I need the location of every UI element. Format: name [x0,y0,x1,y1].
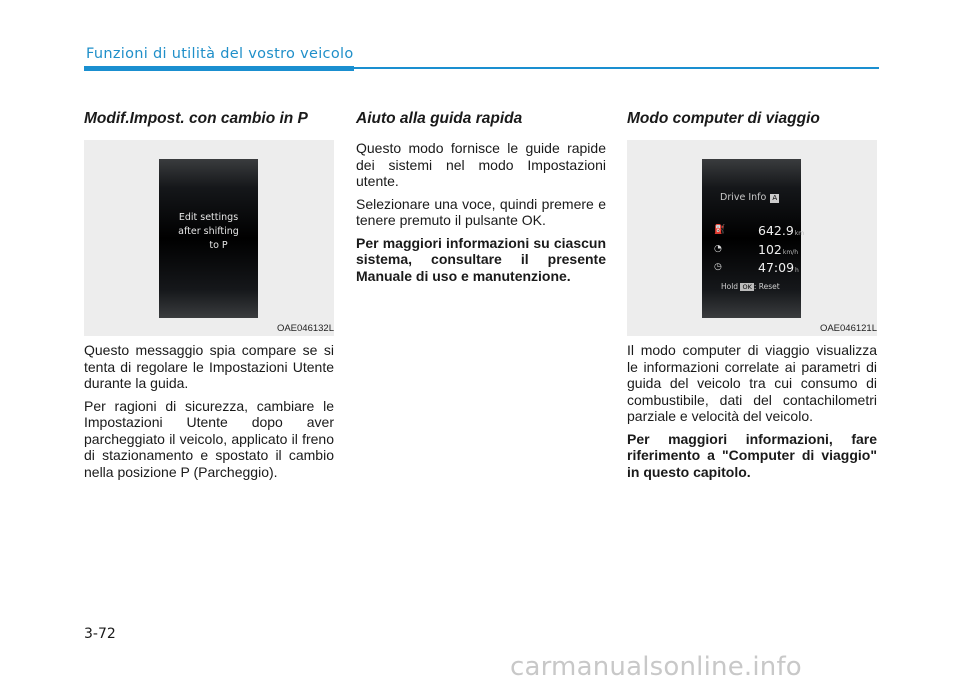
fuel-economy-icon: ⛽ [714,225,726,235]
paragraph: Questo messaggio spia compare se si tenta di regolare le Impostazioni Utente durante la guida. [84,342,334,391]
column-trip-computer [627,110,877,486]
hold-label: Hold [721,282,739,291]
fuel-economy-value [758,223,804,238]
screen-line: Edit settings [178,212,239,223]
value-text: 102 [758,242,782,257]
heading-quick-guide: Aiuto alla guida rapida [356,110,523,127]
heading-settings-in-p: Modif.Impost. con cambio in P [84,110,308,127]
unit-text: km [794,230,805,237]
speedometer-icon: ◔ [714,244,722,254]
figure-code: OAE046121L [819,323,877,334]
figure-trip-computer [627,140,877,336]
paragraph: Il modo computer di viaggio visualizza le informazioni correlate ai parametri di guida del veicolo tra cui consumo di combustibile, dati del contachilometri parziale e velocità del veicolo. [627,342,877,424]
speed-row [712,242,799,257]
figure-settings-in-p [84,140,334,336]
screen-message [159,211,258,253]
cluster-screen [702,159,805,318]
figure-code: OAE046132L [276,323,334,334]
column-quick-guide [356,110,606,290]
watermark: carmanualsonline.info [510,652,802,682]
unit-text: km/h [782,249,799,256]
header-rule-thin [354,67,879,69]
paragraph: Questo modo fornisce le guide rapide dei sistemi nel modo Impostazioni utente. [356,140,606,189]
paragraph: Per ragioni di sicurezza, cambiare le Impostazioni Utente dopo aver parcheggiato il veicolo, applicato il freno di stazionamento e spostato il cambio nella posizione P (Parcheggio). [84,397,334,480]
value-text: 47:09 [758,260,795,275]
time-value [758,260,799,275]
page-number: 3-72 [84,626,116,642]
section-header-title: Funzioni di utilità del vostro veicolo [86,46,354,62]
reset-label: : Reset [753,282,780,291]
cluster-screen [159,159,258,318]
unit-text: h [795,267,799,274]
screen-line: after shifting [178,226,239,237]
drive-info-badge: A [770,194,779,203]
heading-trip-computer: Modo computer di viaggio [627,110,820,127]
ok-badge: OK [742,283,752,291]
bold-note: Per maggiori informazioni su ciascun sistema, consultare il presente Manuale di uso e manutenzione. [356,234,606,284]
value-text: 642.9 [758,223,794,238]
drive-info-label: Drive Info [720,192,767,203]
fuel-economy-row [712,223,805,238]
header-rule-thick [84,66,354,71]
paragraph: Selezionare una voce, quindi premere e tenere premuto il pulsante OK. [356,195,606,228]
column-settings-in-p [84,110,334,486]
time-row [712,260,799,275]
drive-info-title [720,192,779,203]
screen-line: to P [209,240,228,251]
hold-ok-reset-hint [721,282,780,291]
clock-icon: ◷ [714,262,722,272]
bold-note: Per maggiori informazioni, fare riferimento a "Computer di viaggio" in questo capitolo. [627,430,877,480]
speed-value [758,242,798,257]
